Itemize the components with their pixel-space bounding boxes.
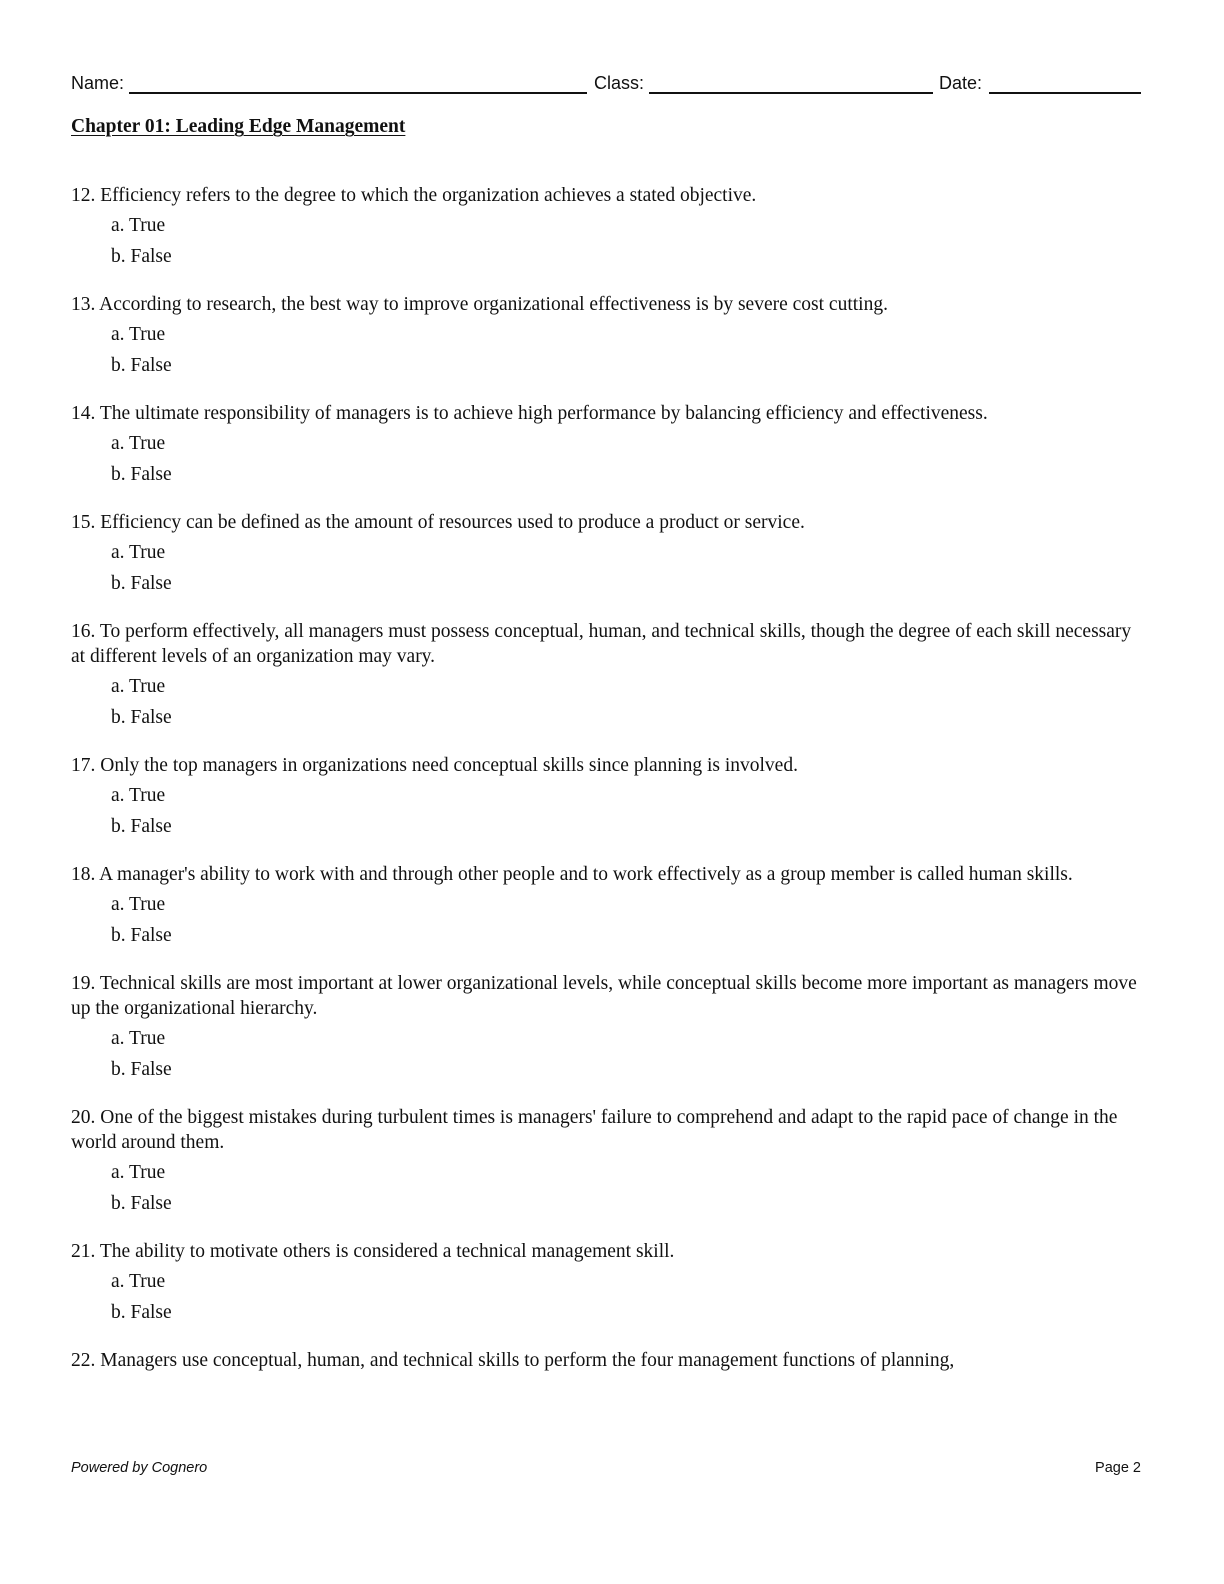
class-field-line[interactable] — [649, 92, 933, 94]
question-text: 14. The ultimate responsibility of managers is to achieve high performance by balancing efficiency and effectiveness. — [71, 403, 988, 424]
question-text: 21. The ability to motivate others is considered a technical management skill. — [71, 1241, 675, 1262]
option-false: b. False — [111, 573, 172, 594]
option-true: a. True — [111, 1028, 166, 1049]
question-20 — [71, 1105, 1146, 1217]
option-true: a. True — [111, 676, 166, 697]
question-18 — [71, 862, 1146, 949]
question-12 — [71, 183, 1146, 270]
option-true: a. True — [111, 785, 166, 806]
question-21 — [71, 1239, 1146, 1326]
question-text: 16. To perform effectively, all managers must possess conceptual, human, and technical skills, though the degree of each skill necessary at different levels of an organization may vary. — [71, 621, 1132, 667]
question-16 — [71, 619, 1146, 731]
class-label: Class: — [594, 73, 645, 93]
name-label: Name: — [71, 73, 125, 93]
question-text: 22. Managers use conceptual, human, and technical skills to perform the four management functions of planning, — [71, 1350, 955, 1371]
option-true: a. True — [111, 433, 166, 454]
option-false: b. False — [111, 1302, 172, 1323]
option-false: b. False — [111, 1059, 172, 1080]
option-false: b. False — [111, 816, 172, 837]
option-true: a. True — [111, 1162, 166, 1183]
name-field-line[interactable] — [129, 92, 587, 94]
option-true: a. True — [111, 1271, 166, 1292]
option-false: b. False — [111, 246, 172, 267]
date-field-line[interactable] — [989, 92, 1141, 94]
powered-by-footer: Powered by Cognero — [71, 1460, 208, 1476]
question-19 — [71, 971, 1146, 1083]
option-false: b. False — [111, 355, 172, 376]
option-false: b. False — [111, 925, 172, 946]
option-true: a. True — [111, 542, 166, 563]
option-false: b. False — [111, 707, 172, 728]
question-text: 18. A manager's ability to work with and through other people and to work effectively as a group member is called human skills. — [71, 864, 1073, 885]
question-14 — [71, 401, 1146, 488]
question-list — [71, 183, 1146, 1395]
chapter-title: Chapter 01: Leading Edge Management — [71, 116, 406, 137]
date-label: Date: — [939, 73, 983, 93]
question-text: 20. One of the biggest mistakes during turbulent times is managers' failure to comprehend and adapt to the rapid pace of change in the world around them. — [71, 1107, 1118, 1153]
header-fields — [71, 72, 1141, 98]
option-false: b. False — [111, 464, 172, 485]
page-number: Page 2 — [1095, 1460, 1141, 1476]
question-text: 12. Efficiency refers to the degree to which the organization achieves a stated objective. — [71, 185, 757, 206]
question-17 — [71, 753, 1146, 840]
question-13 — [71, 292, 1146, 379]
option-false: b. False — [111, 1193, 172, 1214]
option-true: a. True — [111, 324, 166, 345]
option-true: a. True — [111, 894, 166, 915]
question-text: 15. Efficiency can be defined as the amount of resources used to produce a product or service. — [71, 512, 805, 533]
question-text: 17. Only the top managers in organizations need conceptual skills since planning is involved. — [71, 755, 798, 776]
question-text: 13. According to research, the best way to improve organizational effectiveness is by severe cost cutting. — [71, 294, 888, 315]
option-true: a. True — [111, 215, 166, 236]
question-text: 19. Technical skills are most important at lower organizational levels, while conceptual skills become more important as managers move up the organizational hierarchy. — [71, 973, 1137, 1019]
question-15 — [71, 510, 1146, 597]
question-22 — [71, 1348, 1146, 1373]
